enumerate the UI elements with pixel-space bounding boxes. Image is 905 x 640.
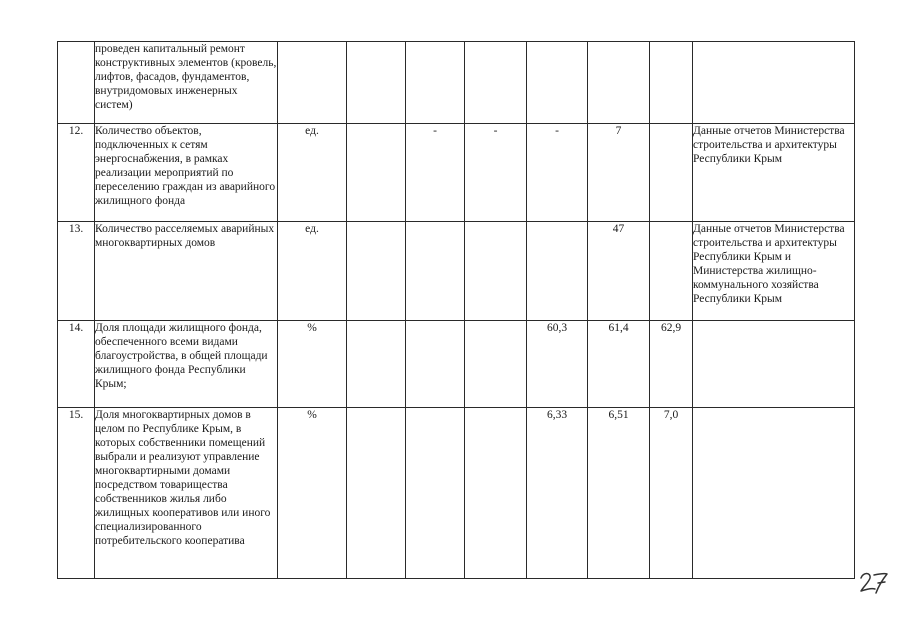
value-cell [650, 42, 693, 124]
value-cell [406, 222, 465, 321]
value-cell: 7 [588, 124, 650, 222]
value-cell: 6,51 [588, 408, 650, 579]
row-number [58, 42, 95, 124]
value-cell [527, 42, 588, 124]
table-row [58, 408, 855, 579]
value-cell: - [406, 124, 465, 222]
unit-cell [278, 42, 347, 124]
data-source: Данные отчетов Министерства строительства и архитектуры Республики Крым [693, 124, 855, 222]
value-cell [406, 408, 465, 579]
value-cell: - [465, 124, 527, 222]
row-number: 14. [58, 321, 95, 408]
value-cell: - [527, 124, 588, 222]
value-cell [465, 42, 527, 124]
value-cell: 61,4 [588, 321, 650, 408]
value-cell: 62,9 [650, 321, 693, 408]
value-cell [347, 222, 406, 321]
value-cell [650, 124, 693, 222]
value-cell: 47 [588, 222, 650, 321]
value-cell [347, 124, 406, 222]
table-row [58, 124, 855, 222]
value-cell [406, 321, 465, 408]
indicator-name: проведен капитальный ремонт конструктивных элементов (кровель, лифтов, фасадов, фундаментов, внутридомовых инженерных систем) [95, 42, 278, 124]
data-source [693, 42, 855, 124]
value-cell: 6,33 [527, 408, 588, 579]
value-cell [406, 42, 465, 124]
indicators-table [57, 41, 855, 579]
unit-cell: % [278, 408, 347, 579]
handwritten-page-number-drawing [858, 569, 890, 595]
data-source [693, 408, 855, 579]
row-number: 15. [58, 408, 95, 579]
value-cell: 60,3 [527, 321, 588, 408]
value-cell [465, 222, 527, 321]
handwritten-page-number [858, 569, 890, 595]
unit-cell: ед. [278, 124, 347, 222]
value-cell: 7,0 [650, 408, 693, 579]
value-cell [465, 321, 527, 408]
indicator-name: Количество объектов, подключенных к сетям энергоснабжения, в рамках реализации мероприятий по переселению граждан из аварийного жилищного фонда [95, 124, 278, 222]
value-cell [527, 222, 588, 321]
table-row [58, 42, 855, 124]
indicator-name: Количество расселяемых аварийных многоквартирных домов [95, 222, 278, 321]
value-cell [347, 408, 406, 579]
unit-cell: ед. [278, 222, 347, 321]
row-number: 12. [58, 124, 95, 222]
value-cell [650, 222, 693, 321]
value-cell [347, 42, 406, 124]
value-cell [588, 42, 650, 124]
data-source [693, 321, 855, 408]
indicator-name: Доля многоквартирных домов в целом по Республике Крым, в которых собственники помещений выбрали и реализуют управление многоквартирными домами посредством товарищества собственников жилья либо жилищных кооперативов или иного специализированного потребительского кооператива [95, 408, 278, 579]
value-cell [347, 321, 406, 408]
data-source: Данные отчетов Министерства строительства и архитектуры Республики Крым и Министерства жилищно-коммунального хозяйства Республики Крым [693, 222, 855, 321]
unit-cell: % [278, 321, 347, 408]
indicator-name: Доля площади жилищного фонда, обеспеченного всеми видами благоустройства, в общей площади жилищного фонда Республики Крым; [95, 321, 278, 408]
value-cell [465, 408, 527, 579]
table-row [58, 321, 855, 408]
row-number: 13. [58, 222, 95, 321]
table-row [58, 222, 855, 321]
